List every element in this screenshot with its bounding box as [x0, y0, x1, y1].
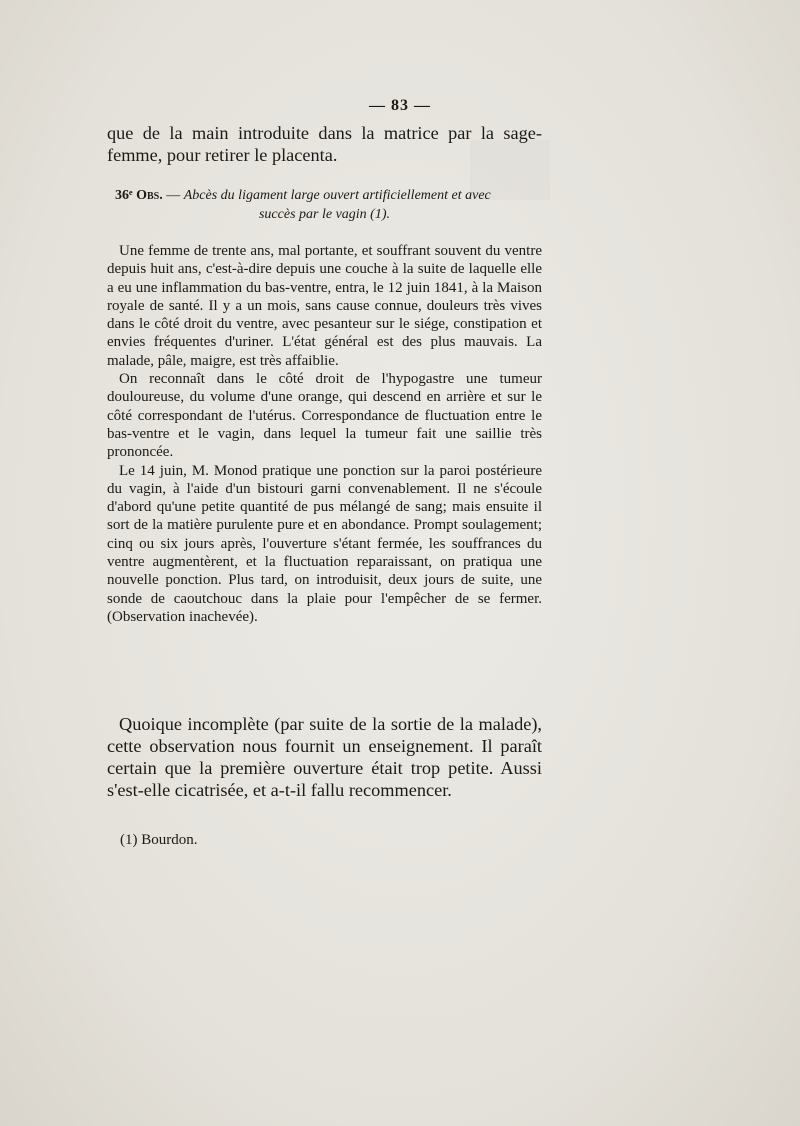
observation-title-line1: Abcès du ligament large ouvert artificiellement et avec [183, 188, 491, 203]
commentary-text: Quoique incomplète (par suite de la sortie de la malade), cette observation nous fournit un enseignement. Il paraît certain que la première ouverture était trop petite. Aussi s'est-elle cicatrisée, et a-t-il fallu recommencer. [107, 714, 542, 800]
page-number: — 83 — [369, 97, 431, 114]
commentary-paragraph [107, 713, 542, 801]
case-paragraph-3: Le 14 juin, M. Monod pratique une ponction sur la paroi postérieure du vagin, à l'aide d'un bistouri garni convenablement. Il ne s'écoule d'abord qu'une petite quantité de pus mélangé de sang; mais ensuite il sort de la matière purulente pure et en abondance. Prompt soulagement; cinq ou six jours après, l'ouverture s'étant fermée, les souffrances du ventre augmentèrent, et la fluctuation reparaissant, on pratiqua une nouvelle ponction. Plus tard, on introduisit, deux jours de suite, une sonde de caoutchouc dans la plaie pour l'empêcher de se fermer. (Observation inachevée). [107, 462, 542, 625]
case-report [107, 242, 542, 626]
case-paragraph-2: On reconnaît dans le côté droit de l'hypogastre une tumeur douloureuse, du volume d'une orange, qui descend en arrière et sur le côté correspondant de l'utérus. Correspondance de fluctuation entre le bas-ventre et le vagin, dans lequel la tumeur fait une saillie très prononcée. [107, 371, 542, 461]
observation-label: Obs. [136, 188, 163, 203]
footnote: (1) Bourdon. [120, 832, 198, 848]
observation-number: 36ᵉ [115, 188, 133, 203]
intro-text: que de la main introduite dans la matrice par la sage-femme, pour retirer le placenta. [107, 123, 542, 165]
observation-title-line2: succès par le vagin (1). [258, 207, 391, 222]
show-through-stain [470, 140, 550, 200]
observation-dash: — [166, 188, 181, 203]
case-paragraph-1: Une femme de trente ans, mal portante, et souffrant souvent du ventre depuis huit ans, c'est-à-dire depuis une couche à la suite de laquelle elle a eu une inflammation du bas-ventre, entra, le 12 juin 1841, à la Maison royale de santé. Il y a un mois, sans cause connue, douleurs très vives dans le côté droit du ventre, avec pesanteur sur le siége, constipation et envies fréquentes d'uriner. L'état général est des plus mauvais. La malade, pâle, maigre, est très affaiblie. [107, 243, 542, 369]
